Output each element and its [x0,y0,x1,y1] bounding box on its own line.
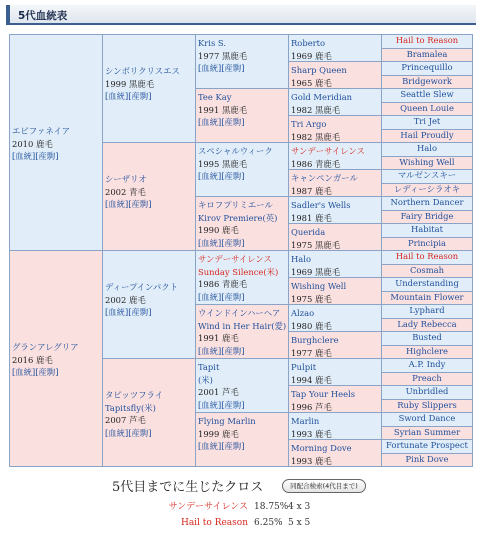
horse-year-color: 1991 鹿毛 [198,333,239,344]
horse-name[interactable]: Tee Kay [198,92,232,102]
horse-name[interactable]: サンデーサイレンス [291,146,365,156]
horse-cell-gen5 [381,223,473,238]
horse-cell-gen5 [381,183,473,198]
horse-cell-gen5 [381,453,473,468]
cross-row [0,500,480,514]
horse-cell-gen5 [381,426,473,441]
horse-name[interactable]: マルゼンスキー [397,170,457,180]
horse-year-color: 1981 鹿毛 [291,212,332,223]
horse-year-color: 1994 鹿毛 [291,374,332,385]
horse-cell-gen2 [102,34,196,143]
horse-cell-gen5 [381,385,473,400]
similar-breeding-search-button[interactable]: 同配合検索(4代目まで) [282,479,366,493]
horse-cell-gen5 [381,399,473,414]
horse-name[interactable]: Hail to Reason [395,251,459,261]
horse-links[interactable]: [血統][産駒] [198,345,245,356]
horse-name-origin[interactable]: Sunday Silence(米) [198,266,279,277]
horse-cell-gen5 [381,196,473,211]
horse-year-color: 2007 芦毛 [105,415,146,426]
horse-year-color: 1977 黒鹿毛 [198,50,248,61]
horse-links[interactable]: [血統][産駒] [12,151,59,162]
horse-cell-gen5 [381,412,473,427]
horse-cell-gen5 [381,129,473,144]
horse-year-color: 1982 黒鹿毛 [291,104,341,115]
horse-cell-gen5 [381,345,473,360]
horse-cell-gen3 [195,412,289,467]
horse-cell-gen4 [288,439,382,467]
page-title: 5代血統表 [18,10,68,22]
horse-name[interactable]: Hail to Reason [395,35,459,45]
horse-name[interactable]: Halo [291,254,312,264]
cross-percent: 6.25% [254,518,283,528]
horse-year-color: 1975 鹿毛 [291,293,332,304]
horse-year-color: 1965 鹿毛 [291,77,332,88]
horse-name[interactable]: Tri Jet [413,116,441,126]
horse-name[interactable]: Alzao [291,308,315,318]
horse-links[interactable]: [血統][産駒] [105,427,152,438]
horse-year-color: 1986 青鹿毛 [198,279,248,290]
horse-year-color: 1986 青鹿毛 [291,158,341,169]
horse-cell-gen1 [9,34,103,251]
horse-name[interactable]: Tapit [198,362,220,372]
horse-year-color: 1999 鹿毛 [198,428,239,439]
horse-name[interactable]: Seattle Slew [400,89,454,99]
horse-year-color: 1991 黒鹿毛 [198,104,248,115]
horse-cell-gen4 [288,34,382,62]
horse-name[interactable]: Tap Your Heels [291,389,356,399]
horse-name[interactable]: Preach [412,372,442,383]
horse-cell-gen5 [381,372,473,387]
horse-year-color: 2010 鹿毛 [12,138,53,149]
horse-name[interactable]: Busted [412,332,442,342]
cross-generation: 5 x 5 [288,518,311,528]
cross-name[interactable]: Hail to Reason [180,518,248,528]
horse-cell-gen5 [381,304,473,319]
horse-links[interactable]: [血統][産駒] [198,171,245,182]
horse-cell-gen5 [381,277,473,292]
horse-year-color: 2002 鹿毛 [105,294,146,305]
horse-cell-gen5 [381,439,473,454]
cross-title: 5代目までに生じたクロス [112,480,264,495]
horse-cell-gen5 [381,169,473,184]
horse-cell-gen5 [381,156,473,171]
horse-links[interactable]: [血統][産駒] [198,441,245,452]
horse-name[interactable]: Principia [407,237,447,248]
horse-name[interactable]: ウインドインハーヘア [198,308,281,318]
horse-name-origin[interactable]: (米) [198,374,213,385]
horse-name[interactable]: Burghclere [291,335,339,345]
horse-cell-gen5 [381,237,473,252]
horse-name[interactable]: Mountain Flower [390,291,464,302]
horse-name-origin[interactable]: Wind in Her Hair(愛) [198,320,287,331]
horse-year-color: 1993 鹿毛 [291,428,332,439]
horse-name[interactable]: Sword Dance [398,413,456,423]
horse-cell-gen5 [381,331,473,346]
horse-links[interactable]: [血統][産駒] [198,63,245,74]
horse-name[interactable]: エピファネイア [12,126,71,136]
horse-name[interactable]: Highclere [405,345,449,356]
horse-cell-gen3 [195,34,289,89]
horse-year-color: 2001 芦毛 [198,387,239,398]
horse-name[interactable]: Marlin [291,416,320,426]
horse-cell-gen4 [288,250,382,278]
horse-name[interactable]: Flying Marlin [198,416,256,426]
horse-links[interactable]: [血統][産駒] [198,237,245,248]
horse-links[interactable]: [血統][産駒] [105,91,152,102]
horse-year-color: 1980 鹿毛 [291,320,332,331]
horse-name[interactable]: Northern Dancer [390,197,464,207]
horse-cell-gen4 [288,331,382,359]
horse-name[interactable]: タピッツフライ [105,390,164,400]
horse-cell-gen3 [195,250,289,305]
horse-name[interactable]: Pulpit [291,362,317,372]
horse-cell-gen3 [195,196,289,251]
horse-name[interactable]: Princequillo [401,62,453,72]
horse-year-color: 1969 黒鹿毛 [291,266,341,277]
horse-cell-gen4 [288,358,382,386]
horse-cell-gen3 [195,358,289,413]
horse-year-color: 1982 黒鹿毛 [291,131,341,142]
horse-name-origin[interactable]: Tapitsfly(米) [105,402,156,413]
horse-year-color: 2002 青毛 [105,186,146,197]
horse-name[interactable]: ディープインパクト [105,282,178,292]
horse-name[interactable]: Tri Argo [291,119,327,129]
horse-cell-gen4 [288,277,382,305]
horse-cell-gen5 [381,291,473,306]
horse-name[interactable]: Wishing Well [291,281,347,291]
horse-cell-gen4 [288,385,382,413]
horse-name[interactable]: Wishing Well [399,156,455,167]
horse-cell-gen5 [381,102,473,117]
horse-links[interactable]: [血統][産駒] [105,307,152,318]
horse-name[interactable]: スペシャルウィーク [198,146,273,156]
horse-name[interactable]: Kris S. [198,38,226,48]
horse-cell-gen5 [381,75,473,90]
horse-name[interactable]: Bridgework [402,75,452,86]
cross-name[interactable]: サンデーサイレンス [168,502,248,512]
horse-name[interactable]: Cosmah [409,264,445,275]
horse-name[interactable]: Lady Rebecca [397,318,457,329]
horse-year-color: 1987 鹿毛 [291,185,332,196]
horse-name[interactable]: Habitat [410,224,444,234]
horse-name[interactable]: Querida [291,227,326,237]
horse-name[interactable]: グランアレグリア [12,342,79,352]
horse-name[interactable]: サンデーサイレンス [198,254,272,264]
horse-name[interactable]: シーザリオ [105,174,147,184]
horse-cell-gen2 [102,358,196,467]
horse-name[interactable]: A.P. Indy [408,359,446,369]
horse-year-color: 1999 黒鹿毛 [105,78,155,89]
horse-name[interactable]: Sadler's Wells [291,200,351,210]
horse-name[interactable]: Roberto [291,38,326,48]
horse-cell-gen5 [381,115,473,130]
horse-name[interactable]: Unbridled [405,386,449,396]
horse-name[interactable]: Gold Meridian [291,92,353,102]
pedigree-table [9,34,473,466]
horse-year-color: 1975 黒鹿毛 [291,239,341,250]
cross-percent: 18.75% [254,502,289,512]
horse-name[interactable]: シンボリクリスエス [105,66,180,76]
horse-name[interactable]: Queen Louie [400,102,454,113]
horse-cell-gen5 [381,210,473,225]
horse-cell-gen3 [195,142,289,197]
horse-cell-gen5 [381,61,473,76]
horse-cell-gen4 [288,304,382,332]
horse-links[interactable]: [血統][産駒] [198,291,245,302]
horse-name[interactable]: Halo [416,143,438,153]
horse-name[interactable]: キャンペンガール [291,173,358,183]
horse-name[interactable]: キロフプリミエール [198,200,273,210]
horse-cell-gen2 [102,250,196,359]
horse-name[interactable]: Lyphard [409,305,445,315]
horse-year-color: 1969 鹿毛 [291,50,332,61]
section-header [6,5,476,25]
horse-year-color: 1993 鹿毛 [291,455,332,466]
horse-name[interactable]: レディーシラオキ [393,183,461,194]
horse-name-origin[interactable]: Kirov Premiere(英) [198,212,278,223]
horse-cell-gen5 [381,264,473,279]
horse-name[interactable]: Bramalea [406,48,448,59]
horse-links[interactable]: [血統][産駒] [105,199,152,210]
horse-links[interactable]: [血統][産駒] [12,367,59,378]
horse-cell-gen4 [288,88,382,116]
horse-name[interactable]: Morning Dove [291,443,352,453]
horse-cell-gen4 [288,115,382,143]
horse-name[interactable]: Syrian Summer [393,426,461,437]
horse-links[interactable]: [血統][産駒] [198,399,245,410]
horse-year-color: 1996 芦毛 [291,401,332,412]
horse-cell-gen4 [288,196,382,224]
horse-cell-gen4 [288,61,382,89]
horse-cell-gen5 [381,34,473,49]
horse-cell-gen4 [288,169,382,197]
horse-name[interactable]: Ruby Slippers [397,399,457,410]
horse-cell-gen5 [381,358,473,373]
horse-cell-gen3 [195,88,289,143]
horse-name[interactable]: Hail Proudly [400,129,454,140]
horse-year-color: 1990 鹿毛 [198,225,239,236]
horse-cell-gen5 [381,250,473,265]
horse-cell-gen2 [102,142,196,251]
horse-year-color: 1977 鹿毛 [291,347,332,358]
horse-name[interactable]: Fairy Bridge [400,210,454,221]
horse-cell-gen4 [288,142,382,170]
horse-cell-gen5 [381,318,473,333]
horse-name[interactable]: Pink Dove [405,453,449,464]
horse-name[interactable]: Sharp Queen [291,65,347,75]
horse-cell-gen5 [381,142,473,157]
horse-cell-gen1 [9,250,103,467]
horse-name[interactable]: Understanding [395,278,459,288]
horse-name[interactable]: Fortunate Prospect [386,440,468,450]
horse-year-color: 2016 鹿毛 [12,354,53,365]
horse-cell-gen5 [381,48,473,63]
horse-year-color: 1995 黒鹿毛 [198,158,248,169]
horse-cell-gen4 [288,223,382,251]
cross-generation: 4 x 3 [288,502,311,512]
cross-row [0,516,480,530]
horse-cell-gen3 [195,304,289,359]
horse-cell-gen4 [288,412,382,440]
horse-links[interactable]: [血統][産駒] [198,117,245,128]
horse-cell-gen5 [381,88,473,103]
